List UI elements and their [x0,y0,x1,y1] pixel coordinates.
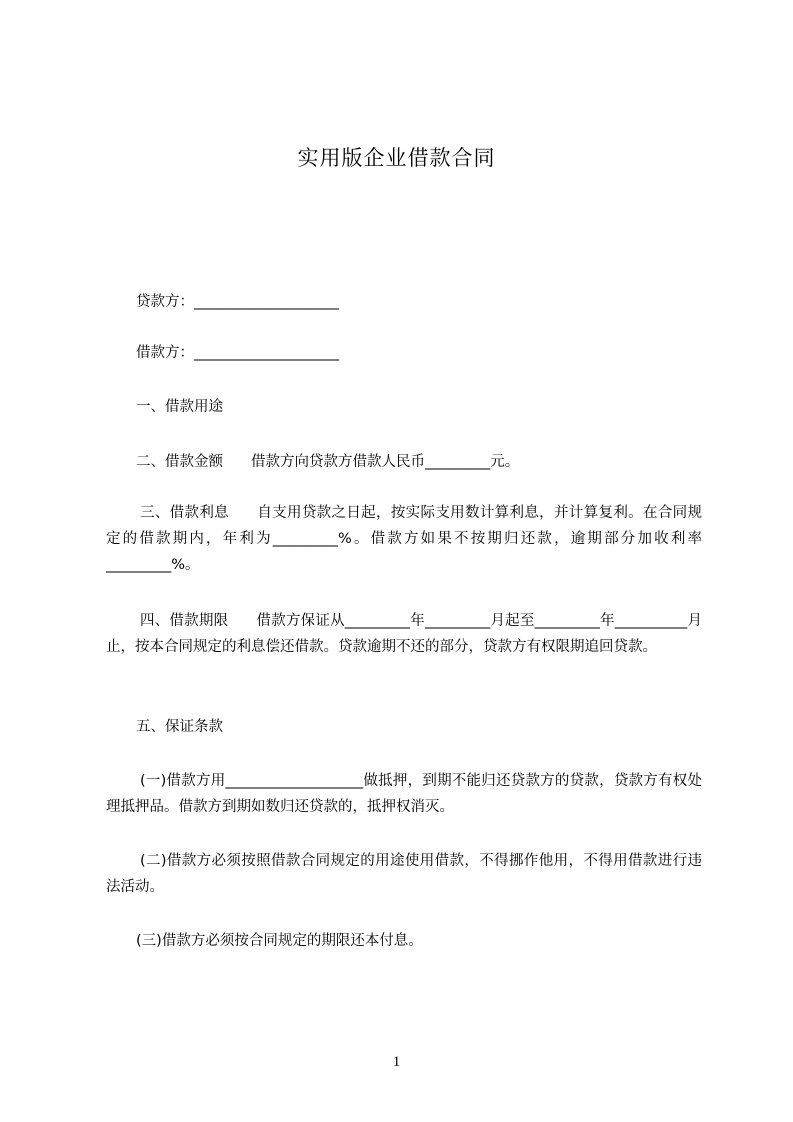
page-number: 1 [392,1054,401,1070]
section-3-heading: 三、借款利息 [140,505,229,521]
clause-3: (三)借款方必须按合同规定的期限还本付息。 [136,933,423,949]
section-1-heading: 一、借款用途 [136,399,223,415]
section-2 [136,449,519,475]
section-2-heading: 二、借款金额 [136,454,223,470]
clause-2: (二)借款方必须按照借款合同规定的用途使用借款，不得挪作他用，不得用借款进行违法活动。 [106,853,702,895]
lender-line: 贷款方：____________________ [136,294,339,310]
clause-1: (一)借款方用___________________做抵押，到期不能归还贷款方的贷款，贷款方有权处理抵押品。借款方到期如数归还贷款的，抵押权消灭。 [106,773,702,815]
section-4-heading: 四、借款期限 [140,613,229,629]
document-title: 实用版企业借款合同 [297,146,496,170]
section-4 [106,608,702,660]
section-4-body: 借款方保证从_________年_________月起至_________年__________月止，按本合同规定的利息偿还借款。贷款逾期不还的部分，贷款方有权限期追回贷款。 [106,613,703,655]
section-5-heading: 五、保证条款 [136,719,223,735]
section-2-body: 借款方向贷款方借款人民币_________元。 [251,454,520,470]
section-3-body: 自支用贷款之日起，按实际支用数计算利息，并计算复利。在合同规定的借款期内，年利为_________%。借款方如果不按期归还款，逾期部分加收利率_________%。 [106,505,702,573]
borrower-line: 借款方：____________________ [136,345,339,361]
section-3 [106,500,702,578]
